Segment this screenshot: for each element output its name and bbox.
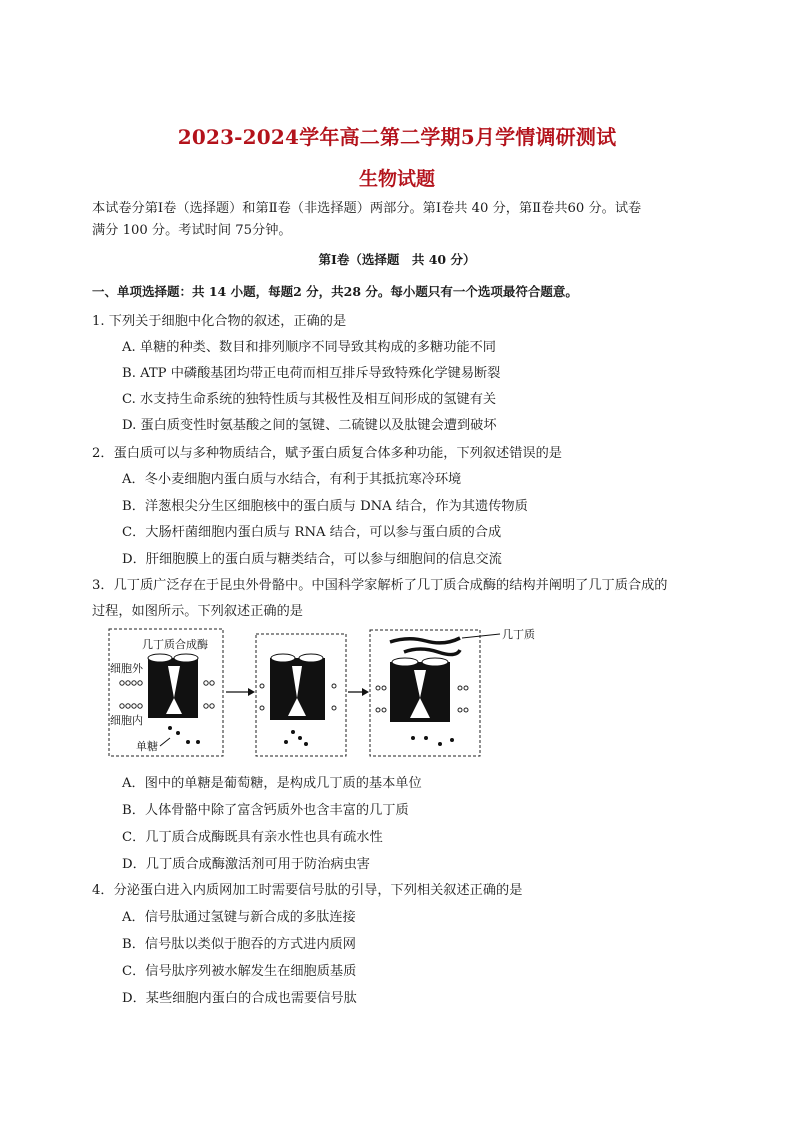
question-4-option-b: B．信号肽以类似于胞吞的方式进内质网	[122, 937, 356, 952]
chitin-label: 几丁质	[502, 628, 535, 641]
question-3-stem-line-1: 3．几丁质广泛存在于昆虫外骨骼中。中国科学家解析了几丁质合成酶的结构并阐明了几丁质合成的	[92, 578, 668, 593]
chitin-synthase-diagram	[108, 628, 535, 758]
question-1-option-d: D. 蛋白质变性时氨基酸之间的氢键、二硫键以及肽键会遭到破坏	[122, 418, 497, 433]
monosaccharide-label: 单糖	[136, 740, 158, 753]
question-4-option-a: A．信号肽通过氢键与新合成的多肽连接	[122, 910, 356, 925]
question-3-option-c: C．几丁质合成酶既具有亲水性也具有疏水性	[122, 830, 383, 845]
diagram-panel-3	[370, 630, 500, 756]
question-2-option-b: B．洋葱根尖分生区细胞核中的蛋白质与 DNA 结合，作为其遗传物质	[122, 499, 528, 514]
question-1-option-c: C. 水支持生命系统的独特性质与其极性及相互间形成的氢键有关	[122, 392, 497, 407]
diagram-panel-1	[109, 629, 223, 756]
question-1-option-a: A. 单糖的种类、数目和排列顺序不同导致其构成的多糖功能不同	[122, 340, 496, 355]
diagram-panel-2	[256, 634, 346, 756]
cell-outside-label: 细胞外	[110, 662, 143, 675]
question-3-stem-line-2: 过程，如图所示。下列叙述正确的是	[92, 604, 303, 619]
question-2-stem: 2．蛋白质可以与多种物质结合，赋予蛋白质复合体多种功能，下列叙述错误的是	[92, 446, 562, 461]
instructions-line-2: 满分 100 分。考试时间 75分钟。	[92, 223, 292, 238]
exam-subtitle: 生物试题	[358, 168, 435, 190]
question-4-option-c: C．信号肽序列被水解发生在细胞质基质	[122, 964, 357, 979]
section-heading: 第Ⅰ卷（选择题 共 40 分）	[318, 252, 476, 267]
arrow-icon	[348, 688, 369, 696]
question-3-option-b: B．人体骨骼中除了富含钙质外也含丰富的几丁质	[122, 803, 409, 818]
exam-title: 2023-2024学年高二第二学期5月学情调研测试	[177, 125, 617, 149]
question-4-stem: 4．分泌蛋白进入内质网加工时需要信号肽的引导，下列相关叙述正确的是	[92, 883, 523, 898]
enzyme-label: 几丁质合成酶	[142, 638, 208, 651]
question-2-option-d: D．肝细胞膜上的蛋白质与糖类结合，可以参与细胞间的信息交流	[122, 552, 502, 567]
question-1-option-b: B. ATP 中磷酸基团均带正电荷而相互排斥导致特殊化学键易断裂	[122, 366, 501, 381]
question-4-option-d: D．某些细胞内蛋白的合成也需要信号肽	[122, 991, 357, 1006]
question-2-option-a: A．冬小麦细胞内蛋白质与水结合，有利于其抵抗寒冷环境	[122, 472, 462, 487]
arrow-icon	[226, 688, 255, 696]
instructions-line-1: 本试卷分第Ⅰ卷（选择题）和第Ⅱ卷（非选择题）两部分。第Ⅰ卷共 40 分，第Ⅱ卷共60 分。试卷	[92, 201, 642, 216]
question-3-option-d: D．几丁质合成酶激活剂可用于防治病虫害	[122, 857, 370, 872]
part-heading: 一、单项选择题：共 14 小题，每题2 分，共28 分。每小题只有一个选项最符合题意。	[92, 284, 578, 299]
question-3-option-a: A．图中的单糖是葡萄糖，是构成几丁质的基本单位	[122, 776, 422, 791]
cell-inside-label: 细胞内	[110, 714, 143, 727]
exam-instructions	[92, 198, 712, 242]
question-2-option-c: C．大肠杆菌细胞内蛋白质与 RNA 结合，可以参与蛋白质的合成	[122, 525, 502, 540]
question-1-stem: 1. 下列关于细胞中化合物的叙述，正确的是	[92, 314, 347, 329]
